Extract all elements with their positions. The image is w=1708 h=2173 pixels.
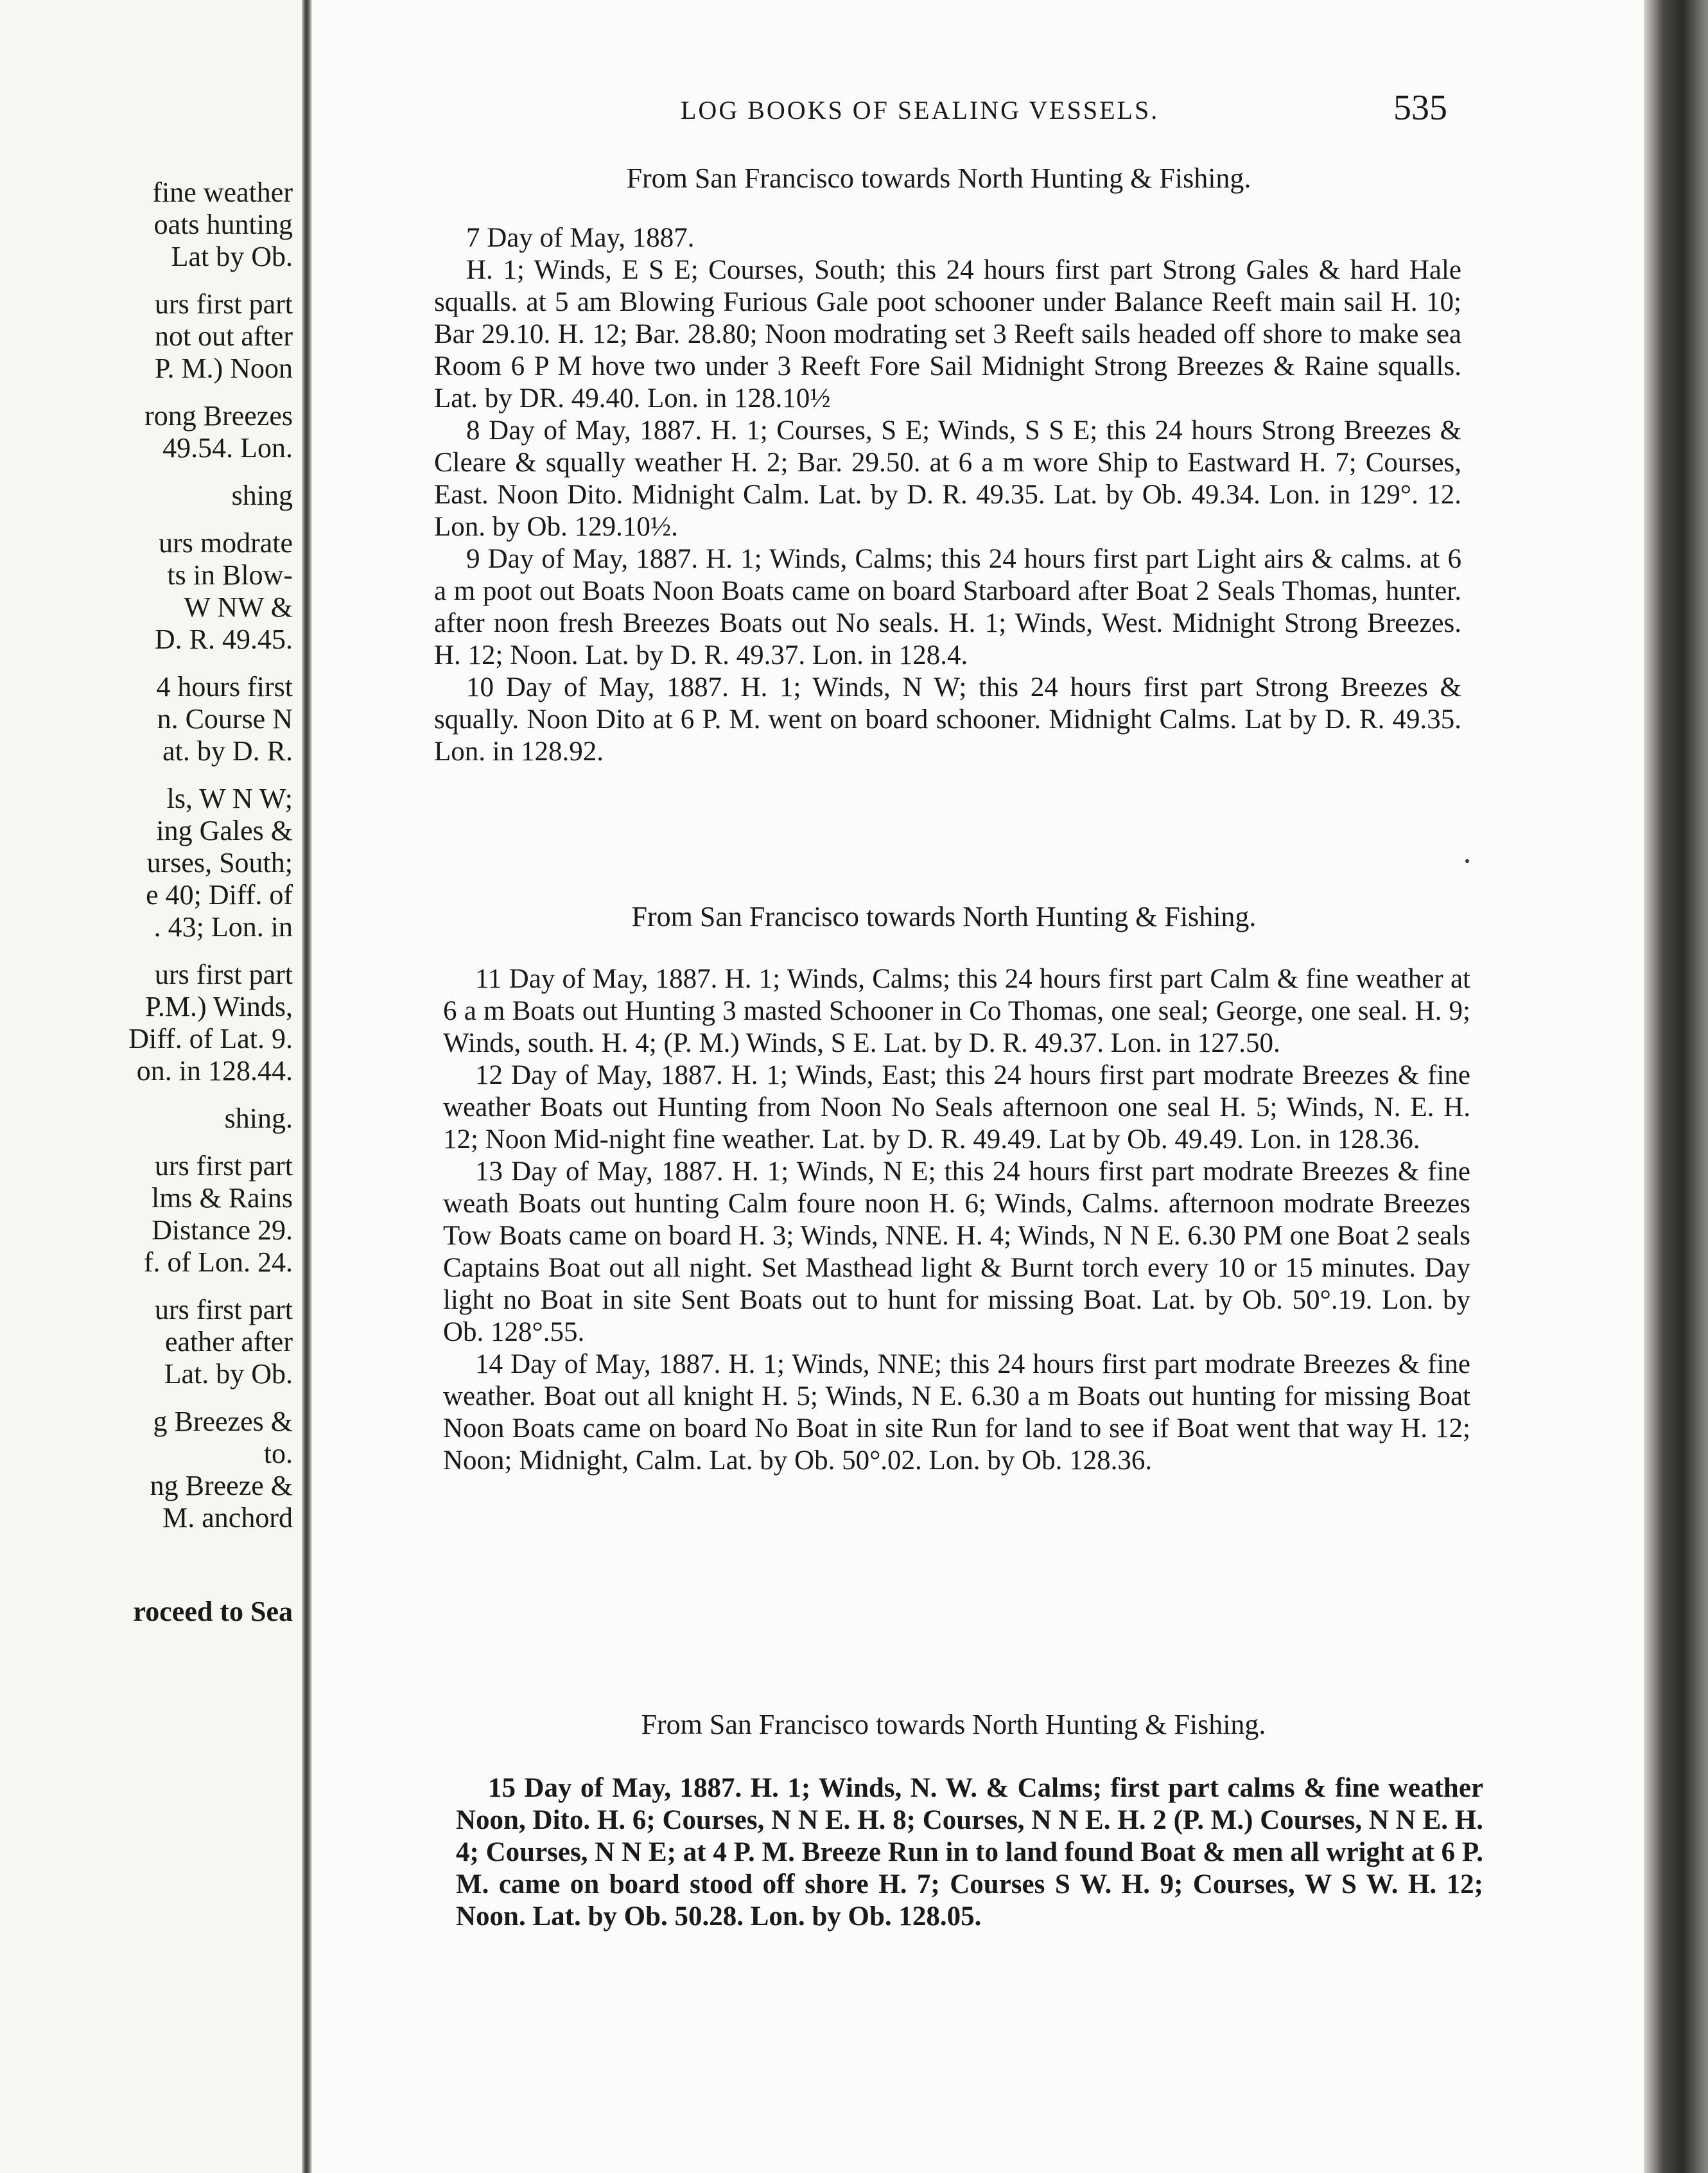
section-heading: From San Francisco towards North Hunting & Fishing. bbox=[631, 901, 1257, 932]
facing-page-line: Diff. of Lat. 9. bbox=[128, 1023, 293, 1054]
facing-page-line: urs first part bbox=[154, 1294, 293, 1325]
ink-speck bbox=[1465, 859, 1469, 863]
facing-page-line: on. in 128.44. bbox=[136, 1055, 293, 1086]
entry-text: 11 Day of May, 1887. H. 1; Winds, Calms; this 24 hours first part Calm & fine weather at 6 a m Boats out Hunting 3 masted Schooner in Co Thomas, one seal; George, one seal. H. 9; Winds, south. H. 4; (P. M.) Winds, S E. Lat. by D. R. 49.37. Lon. in 127.50. bbox=[443, 964, 1470, 1058]
facing-page-line: eather after bbox=[164, 1326, 293, 1357]
facing-page-line: shing bbox=[231, 480, 293, 511]
entry-text: 14 Day of May, 1887. H. 1; Winds, NNE; this 24 hours first part modrate Breezes & fine weather. Boat out all knight H. 5; Winds, N E. 6.30 a m Boats out hunting for missing Boat Noon Boats came on board No Boat in site Run for land to see if Boat went that way H. 12; Noon; Midnight, Calm. Lat. by Ob. 50°.02. Lon. by Ob. 128.36. bbox=[443, 1349, 1470, 1476]
facing-page-line: ts in Blow- bbox=[167, 559, 293, 591]
entry-text: H. 1; Winds, E S E; Courses, South; this 24 hours first part Strong Gales & hard Hale squalls. at 5 am Blowing Furious Gale poot schooner under Balance Reeft main sail H. 10; Bar 29.10. H. 12; Bar. 28.80; Noon modrating set 3 Reeft sails headed off shore to make sea Room 6 P M hove two under 3 Reeft Fore Sail Midnight Strong Breezes & Raine squalls. Lat. by DR. 49.40. Lon. in 128.10½ bbox=[434, 255, 1461, 414]
facing-page-line: to. bbox=[263, 1438, 293, 1469]
running-head: LOG BOOKS OF SEALING VESSELS. bbox=[681, 96, 1160, 125]
facing-page-line: D. R. 49.45. bbox=[154, 624, 293, 655]
log-entry-may-7 bbox=[434, 222, 1461, 768]
facing-page-line: roceed to Sea bbox=[133, 1596, 293, 1627]
section-heading: From San Francisco towards North Hunting & Fishing. bbox=[626, 162, 1251, 194]
book-spine bbox=[1644, 0, 1708, 2173]
facing-page-line: lms & Rains bbox=[151, 1182, 293, 1214]
facing-page-line: 49.54. Lon. bbox=[162, 432, 293, 464]
facing-page bbox=[0, 0, 302, 2173]
page-number: 535 bbox=[1393, 88, 1447, 128]
facing-page-line: P.M.) Winds, bbox=[145, 991, 293, 1022]
facing-page-line: 4 hours first bbox=[156, 671, 293, 703]
facing-page-line: M. anchord bbox=[162, 1502, 293, 1533]
facing-page-line: urs first part bbox=[154, 288, 293, 320]
entry-text: 15 Day of May, 1887. H. 1; Winds, N. W. & Calms; first part calms & fine weather Noon, Dito. H. 6; Courses, N N E. H. 8; Courses, N N E. H. 2 (P. M.) Courses, N N E. H. 4; Courses, N N E; at 4 P. M. Breeze Run in to land found Boat & men all wright at 6 P. M. came on board stood off shore H. 7; Courses S W. H. 9; Courses, W S W. H. 12; Noon. Lat. by Ob. 50.28. Lon. by Ob. 128.05. bbox=[456, 1773, 1483, 1932]
facing-page-line: Lat. by Ob. bbox=[164, 1358, 293, 1390]
entry-text: 12 Day of May, 1887. H. 1; Winds, East; this 24 hours first part modrate Breezes & fine weather Boats out Hunting from Noon No Seals afternoon one seal H. 5; Winds, N. E. H. 12; Noon Mid-night fine weather. Lat. by D. R. 49.49. Lat by Ob. 49.49. Lon. in 128.36. bbox=[443, 1060, 1470, 1155]
facing-page-line: ng Breeze & bbox=[150, 1470, 293, 1501]
facing-page-line: P. M.) Noon bbox=[154, 353, 293, 384]
facing-page-line: n. Course N bbox=[157, 703, 293, 735]
facing-page-line: oats hunting bbox=[153, 209, 293, 240]
facing-page-line: Lat by Ob. bbox=[171, 241, 293, 272]
facing-page-line: ing Gales & bbox=[156, 815, 293, 846]
entry-date: 7 Day of May, 1887. bbox=[466, 223, 695, 253]
log-entry-may-15 bbox=[456, 1772, 1483, 1933]
facing-page-line: f. of Lon. 24. bbox=[143, 1246, 293, 1278]
section-heading: From San Francisco towards North Hunting & Fishing. bbox=[641, 1709, 1266, 1740]
facing-page-line: Distance 29. bbox=[152, 1214, 293, 1246]
facing-page-line: fine weather bbox=[152, 177, 293, 208]
facing-page-line: e 40; Diff. of bbox=[146, 879, 293, 911]
facing-page-line: ls, W N W; bbox=[166, 783, 293, 814]
facing-page-line: g Breezes & bbox=[153, 1406, 293, 1437]
facing-page-line: urs first part bbox=[154, 959, 293, 990]
entry-text: 13 Day of May, 1887. H. 1; Winds, N E; this 24 hours first part modrate Breezes & fine weath Boats out hunting Calm foure noon H. 6; Winds, Calms. afternoon modrate Breezes Tow Boats came on board H. 3; Winds, NNE. H. 4; Winds, N N E. 6.30 PM one Boat 2 seals Captains Boat out all night. Set Masthead light & Burnt torch every 10 or 15 minutes. Day light no Boat in site Sent Boats out to hunt for missing Boat. Lat. by Ob. 50°.19. Lon. by Ob. 128°.55. bbox=[443, 1156, 1470, 1347]
facing-page-line: urses, South; bbox=[146, 847, 293, 878]
entry-text: 10 Day of May, 1887. H. 1; Winds, N W; this 24 hours first part Strong Breezes & squally. Noon Dito at 6 P. M. went on board schooner. Midnight Calms. Lat by D. R. 49.35. Lon. in 128.92. bbox=[434, 672, 1461, 767]
entry-text: 8 Day of May, 1887. H. 1; Courses, S E; Winds, S S E; this 24 hours Strong Breezes & Cleare & squally weather H. 2; Bar. 29.50. at 6 a m wore Ship to Eastward H. 7; Courses, East. Noon Dito. Midnight Calm. Lat. by D. R. 49.35. Lat. by Ob. 49.34. Lon. in 129°. 12. Lon. by Ob. 129.10½. bbox=[434, 415, 1461, 542]
log-entry-may-11 bbox=[443, 963, 1470, 1477]
page-gutter bbox=[302, 0, 312, 2173]
facing-page-line: at. by D. R. bbox=[162, 735, 293, 767]
facing-page-line: not out after bbox=[154, 320, 293, 352]
facing-page-line: . 43; Lon. in bbox=[153, 911, 293, 943]
entry-text: 9 Day of May, 1887. H. 1; Winds, Calms; this 24 hours first part Light airs & calms. at 6 a m poot out Boats Noon Boats came on board Starboard after Boat 2 Seals Thomas, hunter. after noon fresh Breezes Boats out No seals. H. 1; Winds, West. Midnight Strong Breezes. H. 12; Noon. Lat. by D. R. 49.37. Lon. in 128.4. bbox=[434, 544, 1461, 670]
facing-page-line: rong Breezes bbox=[144, 400, 293, 432]
facing-page-line: urs first part bbox=[154, 1150, 293, 1182]
facing-page-line: W NW & bbox=[184, 591, 293, 623]
facing-page-line: urs modrate bbox=[159, 527, 293, 559]
facing-page-line: shing. bbox=[224, 1103, 293, 1134]
